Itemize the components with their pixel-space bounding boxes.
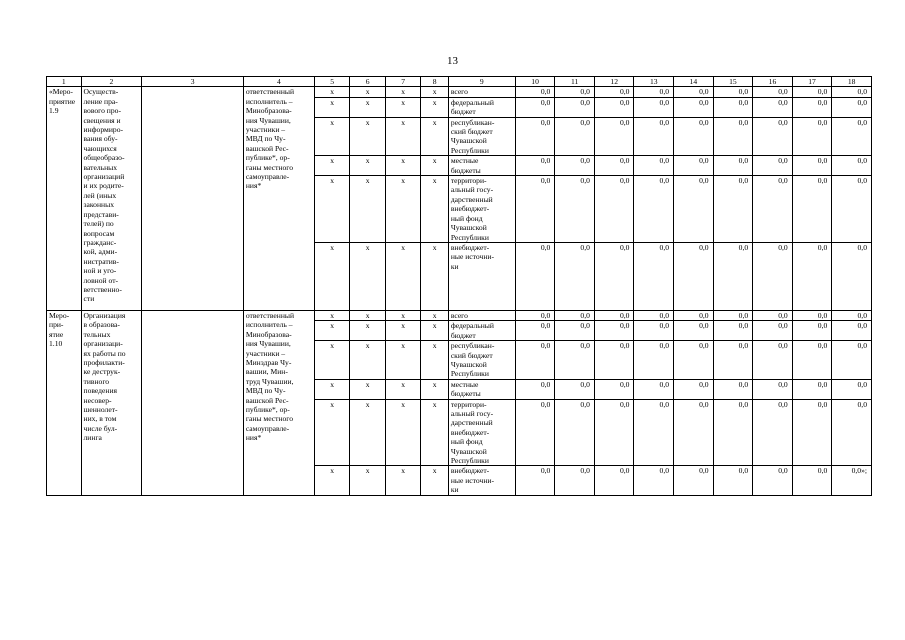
column-number-6: 6	[350, 77, 386, 87]
amount-cell-18: 0,0	[832, 242, 872, 310]
amount-cell-12: 0,0	[594, 399, 634, 466]
code-cell-c8: x	[421, 399, 448, 466]
code-cell-c5: x	[314, 97, 350, 117]
amount-cell-12: 0,0	[594, 466, 634, 495]
amount-cell-10: 0,0	[515, 399, 555, 466]
amount-cell-12: 0,0	[594, 97, 634, 117]
amount-cell-15: 0,0	[713, 156, 753, 176]
funding-source-cell: всего	[448, 310, 515, 320]
amount-cell-14: 0,0	[674, 399, 714, 466]
code-cell-c5: x	[314, 341, 350, 380]
column-number-18: 18	[832, 77, 872, 87]
amount-cell-17: 0,0	[792, 321, 832, 341]
code-cell-c6: x	[350, 399, 386, 466]
code-cell-c8: x	[421, 156, 448, 176]
amount-cell-11: 0,0	[555, 379, 595, 399]
amount-cell-16: 0,0	[753, 87, 793, 97]
amount-cell-18: 0,0	[832, 97, 872, 117]
code-cell-c5: x	[314, 466, 350, 495]
amount-cell-16: 0,0	[753, 310, 793, 320]
measure-cell: Меро- при- ятие 1.10	[47, 310, 82, 495]
column-number-11: 11	[555, 77, 595, 87]
amount-cell-16: 0,0	[753, 242, 793, 310]
amount-cell-15: 0,0	[713, 87, 753, 97]
column-number-13: 13	[634, 77, 674, 87]
amount-cell-12: 0,0	[594, 156, 634, 176]
column-number-17: 17	[792, 77, 832, 87]
amount-cell-17: 0,0	[792, 310, 832, 320]
code-cell-c6: x	[350, 310, 386, 320]
funding-source-cell: всего	[448, 87, 515, 97]
amount-cell-12: 0,0	[594, 310, 634, 320]
amount-cell-17: 0,0	[792, 97, 832, 117]
code-cell-c7: x	[385, 87, 421, 97]
amount-cell-14: 0,0	[674, 341, 714, 380]
amount-cell-15: 0,0	[713, 310, 753, 320]
amount-cell-14: 0,0	[674, 242, 714, 310]
amount-cell-15: 0,0	[713, 117, 753, 156]
amount-cell-15: 0,0	[713, 466, 753, 495]
code-cell-c5: x	[314, 310, 350, 320]
funding-source-cell: территори- альный госу- дарственный внебюджет- ный фонд Чувашской Республики	[448, 176, 515, 243]
code-cell-c8: x	[421, 466, 448, 495]
amount-cell-14: 0,0	[674, 466, 714, 495]
executors-cell: ответственный исполнитель – Минобразова- ния Чувашии, участники – Минздрав Чу- вашии, Мин- труд Чувашии, МВД по Чу- вашской Рес- публике*, ор- ганы местного самоуправле- ния*	[243, 310, 314, 495]
amount-cell-14: 0,0	[674, 321, 714, 341]
code-cell-c8: x	[421, 310, 448, 320]
code-cell-c5: x	[314, 176, 350, 243]
funding-source-cell: местные бюджеты	[448, 379, 515, 399]
amount-cell-16: 0,0	[753, 321, 793, 341]
code-cell-c7: x	[385, 97, 421, 117]
code-cell-c5: x	[314, 321, 350, 341]
column-number-2: 2	[81, 77, 142, 87]
amount-cell-17: 0,0	[792, 87, 832, 97]
code-cell-c8: x	[421, 379, 448, 399]
column-number-14: 14	[674, 77, 714, 87]
amount-cell-16: 0,0	[753, 176, 793, 243]
code-cell-c8: x	[421, 117, 448, 156]
amount-cell-15: 0,0	[713, 242, 753, 310]
amount-cell-13: 0,0	[634, 466, 674, 495]
column-number-9: 9	[448, 77, 515, 87]
amount-cell-11: 0,0	[555, 156, 595, 176]
table-row	[47, 87, 872, 97]
amount-cell-18: 0,0	[832, 310, 872, 320]
amount-cell-18: 0,0	[832, 87, 872, 97]
amount-cell-11: 0,0	[555, 341, 595, 380]
code-cell-c5: x	[314, 242, 350, 310]
code-cell-c5: x	[314, 87, 350, 97]
amount-cell-13: 0,0	[634, 176, 674, 243]
executors-cell: ответственный исполнитель – Минобразова- ния Чувашии, участники – МВД по Чу- вашской Рес- публике*, ор- ганы местного самоуправле- ния*	[243, 87, 314, 311]
amount-cell-15: 0,0	[713, 321, 753, 341]
code-cell-c6: x	[350, 379, 386, 399]
amount-cell-16: 0,0	[753, 156, 793, 176]
amount-cell-13: 0,0	[634, 87, 674, 97]
amount-cell-14: 0,0	[674, 97, 714, 117]
amount-cell-11: 0,0	[555, 87, 595, 97]
funding-source-cell: федеральный бюджет	[448, 97, 515, 117]
code-cell-c6: x	[350, 321, 386, 341]
code-cell-c8: x	[421, 87, 448, 97]
funding-source-cell: внебюджет- ные источни- ки	[448, 242, 515, 310]
code-cell-c6: x	[350, 117, 386, 156]
amount-cell-12: 0,0	[594, 321, 634, 341]
column-3-cell	[142, 310, 243, 495]
amount-cell-15: 0,0	[713, 341, 753, 380]
code-cell-c6: x	[350, 97, 386, 117]
code-cell-c8: x	[421, 176, 448, 243]
code-cell-c7: x	[385, 156, 421, 176]
code-cell-c8: x	[421, 341, 448, 380]
code-cell-c7: x	[385, 466, 421, 495]
column-number-5: 5	[314, 77, 350, 87]
column-number-8: 8	[421, 77, 448, 87]
amount-cell-15: 0,0	[713, 176, 753, 243]
amount-cell-10: 0,0	[515, 97, 555, 117]
table-body	[47, 77, 872, 496]
amount-cell-12: 0,0	[594, 341, 634, 380]
code-cell-c6: x	[350, 87, 386, 97]
code-cell-c5: x	[314, 379, 350, 399]
column-number-3: 3	[142, 77, 243, 87]
code-cell-c7: x	[385, 341, 421, 380]
amount-cell-18: 0,0	[832, 176, 872, 243]
amount-cell-16: 0,0	[753, 379, 793, 399]
column-number-16: 16	[753, 77, 793, 87]
amount-cell-13: 0,0	[634, 341, 674, 380]
amount-cell-13: 0,0	[634, 97, 674, 117]
amount-cell-18: 0,0	[832, 156, 872, 176]
amount-cell-11: 0,0	[555, 310, 595, 320]
amount-cell-13: 0,0	[634, 310, 674, 320]
code-cell-c8: x	[421, 97, 448, 117]
amount-cell-12: 0,0	[594, 242, 634, 310]
amount-cell-17: 0,0	[792, 379, 832, 399]
column-number-10: 10	[515, 77, 555, 87]
measure-cell: «Меро- приятие 1.9	[47, 87, 82, 311]
amount-cell-16: 0,0	[753, 341, 793, 380]
description-cell: Организация в образова- тельных организаци- ях работы по профилакти- ке деструк- тивного поведения несовер- шеннолет- них, в том числе бул- линга	[81, 310, 142, 495]
amount-cell-17: 0,0	[792, 341, 832, 380]
code-cell-c8: x	[421, 321, 448, 341]
funding-source-cell: внебюджет- ные источни- ки	[448, 466, 515, 495]
amount-cell-10: 0,0	[515, 379, 555, 399]
amount-cell-12: 0,0	[594, 176, 634, 243]
amount-cell-12: 0,0	[594, 379, 634, 399]
amount-cell-16: 0,0	[753, 399, 793, 466]
column-number-7: 7	[385, 77, 421, 87]
amount-cell-11: 0,0	[555, 176, 595, 243]
column-number-12: 12	[594, 77, 634, 87]
column-number-4: 4	[243, 77, 314, 87]
amount-cell-10: 0,0	[515, 310, 555, 320]
code-cell-c7: x	[385, 310, 421, 320]
amount-cell-18: 0,0	[832, 321, 872, 341]
amount-cell-16: 0,0	[753, 117, 793, 156]
amount-cell-14: 0,0	[674, 310, 714, 320]
amount-cell-11: 0,0	[555, 97, 595, 117]
code-cell-c5: x	[314, 117, 350, 156]
amount-cell-17: 0,0	[792, 466, 832, 495]
code-cell-c6: x	[350, 156, 386, 176]
code-cell-c6: x	[350, 242, 386, 310]
amount-cell-13: 0,0	[634, 242, 674, 310]
amount-cell-17: 0,0	[792, 156, 832, 176]
amount-cell-10: 0,0	[515, 156, 555, 176]
amount-cell-10: 0,0	[515, 117, 555, 156]
amount-cell-17: 0,0	[792, 176, 832, 243]
amount-cell-18: 0,0»;	[832, 466, 872, 495]
amount-cell-13: 0,0	[634, 156, 674, 176]
column-number-15: 15	[713, 77, 753, 87]
code-cell-c8: x	[421, 242, 448, 310]
amount-cell-10: 0,0	[515, 321, 555, 341]
amount-cell-11: 0,0	[555, 117, 595, 156]
code-cell-c7: x	[385, 379, 421, 399]
code-cell-c7: x	[385, 399, 421, 466]
amount-cell-18: 0,0	[832, 399, 872, 466]
amount-cell-13: 0,0	[634, 117, 674, 156]
funding-source-cell: республикан- ский бюджет Чувашской Республики	[448, 341, 515, 380]
code-cell-c7: x	[385, 176, 421, 243]
column-number-1: 1	[47, 77, 82, 87]
amount-cell-10: 0,0	[515, 466, 555, 495]
amount-cell-14: 0,0	[674, 117, 714, 156]
amount-cell-10: 0,0	[515, 176, 555, 243]
funding-source-cell: местные бюджеты	[448, 156, 515, 176]
amount-cell-17: 0,0	[792, 242, 832, 310]
amount-cell-16: 0,0	[753, 97, 793, 117]
budget-table	[46, 76, 872, 496]
amount-cell-16: 0,0	[753, 466, 793, 495]
amount-cell-12: 0,0	[594, 117, 634, 156]
code-cell-c6: x	[350, 176, 386, 243]
funding-source-cell: территори- альный госу- дарственный внебюджет- ный фонд Чувашской Республики	[448, 399, 515, 466]
amount-cell-13: 0,0	[634, 379, 674, 399]
amount-cell-14: 0,0	[674, 156, 714, 176]
amount-cell-18: 0,0	[832, 117, 872, 156]
amount-cell-11: 0,0	[555, 242, 595, 310]
amount-cell-17: 0,0	[792, 399, 832, 466]
amount-cell-14: 0,0	[674, 176, 714, 243]
amount-cell-18: 0,0	[832, 341, 872, 380]
amount-cell-18: 0,0	[832, 379, 872, 399]
amount-cell-12: 0,0	[594, 87, 634, 97]
amount-cell-13: 0,0	[634, 321, 674, 341]
funding-source-cell: республикан- ский бюджет Чувашской Республики	[448, 117, 515, 156]
code-cell-c5: x	[314, 156, 350, 176]
code-cell-c7: x	[385, 242, 421, 310]
code-cell-c7: x	[385, 117, 421, 156]
amount-cell-15: 0,0	[713, 97, 753, 117]
table-row	[47, 310, 872, 320]
amount-cell-17: 0,0	[792, 117, 832, 156]
code-cell-c5: x	[314, 399, 350, 466]
amount-cell-10: 0,0	[515, 87, 555, 97]
amount-cell-10: 0,0	[515, 242, 555, 310]
amount-cell-15: 0,0	[713, 379, 753, 399]
code-cell-c7: x	[385, 321, 421, 341]
amount-cell-11: 0,0	[555, 466, 595, 495]
amount-cell-11: 0,0	[555, 321, 595, 341]
page-number: 13	[447, 55, 458, 67]
amount-cell-10: 0,0	[515, 341, 555, 380]
amount-cell-14: 0,0	[674, 379, 714, 399]
amount-cell-14: 0,0	[674, 87, 714, 97]
code-cell-c6: x	[350, 466, 386, 495]
amount-cell-11: 0,0	[555, 399, 595, 466]
column-number-row	[47, 77, 872, 87]
amount-cell-13: 0,0	[634, 399, 674, 466]
funding-source-cell: федеральный бюджет	[448, 321, 515, 341]
description-cell: Осуществ- ление пра- вового про- свещения и информиро- вания обу- чающихся общеобразо- вательных организаций и их родите- лей (иных законных представи- телей) по вопросам гражданс- кой, адми- нистратив- ной и уго- ловной от- ветственно- сти	[81, 87, 142, 311]
amount-cell-15: 0,0	[713, 399, 753, 466]
column-3-cell	[142, 87, 243, 311]
code-cell-c6: x	[350, 341, 386, 380]
